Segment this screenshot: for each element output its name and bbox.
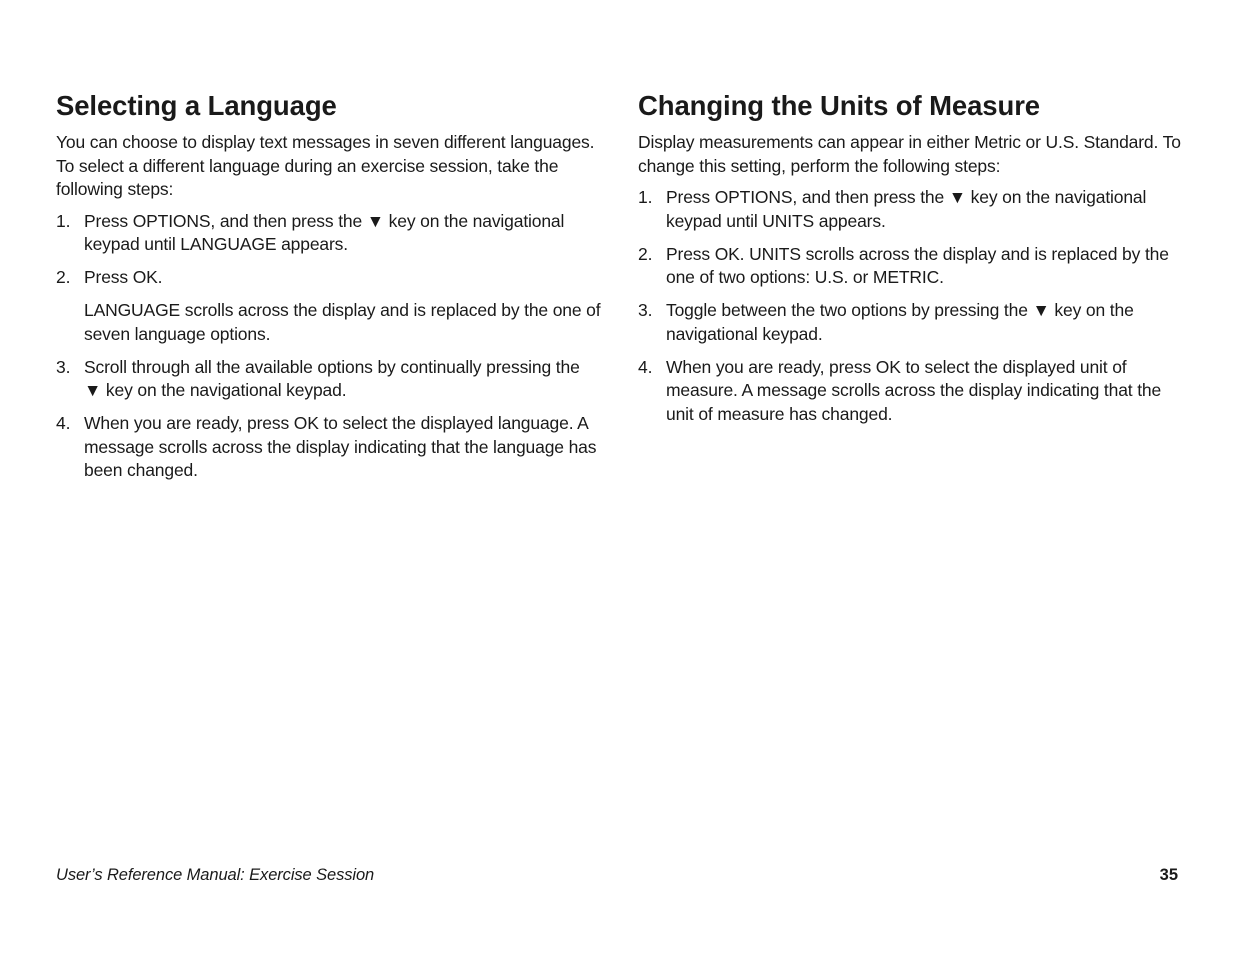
- list-item: [638, 186, 1183, 233]
- step-text: Press OPTIONS, and then press the ▼ key on the navigational keypad until LANGUAGE appears.: [84, 210, 565, 254]
- list-item: [56, 356, 601, 403]
- step-text: Scroll through all the available options by continually pressing the ▼ key on the navigational keypad.: [84, 356, 580, 400]
- section-intro: You can choose to display text messages in seven different languages. To select a different language during an exercise session, take the following steps:: [56, 132, 595, 199]
- step-text: When you are ready, press OK to select the displayed unit of measure. A message scrolls across the display indicating that the unit of measure has changed.: [666, 356, 1162, 424]
- section-selecting-language: [56, 88, 601, 492]
- step-text: Press OPTIONS, and then press the ▼ key on the navigational keypad until UNITS appears.: [666, 187, 1147, 231]
- step-text: Toggle between the two options by pressing the ▼ key on the navigational keypad.: [666, 300, 1134, 344]
- step-number: 3.: [638, 300, 653, 320]
- section-units-of-measure: [638, 88, 1183, 436]
- step-number: 1.: [638, 187, 653, 207]
- list-item: [56, 266, 601, 346]
- step-number: 2.: [638, 243, 653, 264]
- steps-list: [56, 210, 601, 483]
- list-item: [638, 299, 1183, 346]
- steps-list: [638, 186, 1183, 426]
- list-item: [638, 356, 1183, 427]
- section-title: Selecting a Language: [56, 90, 337, 121]
- step-text: Press OK.: [84, 267, 163, 287]
- step-number: 2.: [56, 267, 71, 287]
- list-item: [638, 243, 1183, 290]
- section-title: Changing the Units of Measure: [638, 90, 1040, 121]
- step-number: 3.: [56, 356, 71, 377]
- step-number: 1.: [56, 210, 71, 231]
- section-intro: Display measurements can appear in either Metric or U.S. Standard. To change this setting, perform the following steps:: [638, 132, 1181, 176]
- footer-manual-title: User’s Reference Manual: Exercise Session: [56, 866, 375, 884]
- step-subtext: LANGUAGE scrolls across the display and is replaced by the one of seven language options.: [84, 300, 601, 344]
- page-number: 35: [1159, 866, 1178, 884]
- step-text: Press OK. UNITS scrolls across the display and is replaced by the one of two options: U.S. or METRIC.: [666, 243, 1169, 287]
- list-item: [56, 412, 601, 483]
- list-item: [56, 210, 601, 257]
- step-number: 4.: [638, 356, 653, 377]
- step-number: 4.: [56, 413, 71, 433]
- step-text: When you are ready, press OK to select the displayed language. A message scrolls across the display indicating that the language has been changed.: [84, 413, 597, 480]
